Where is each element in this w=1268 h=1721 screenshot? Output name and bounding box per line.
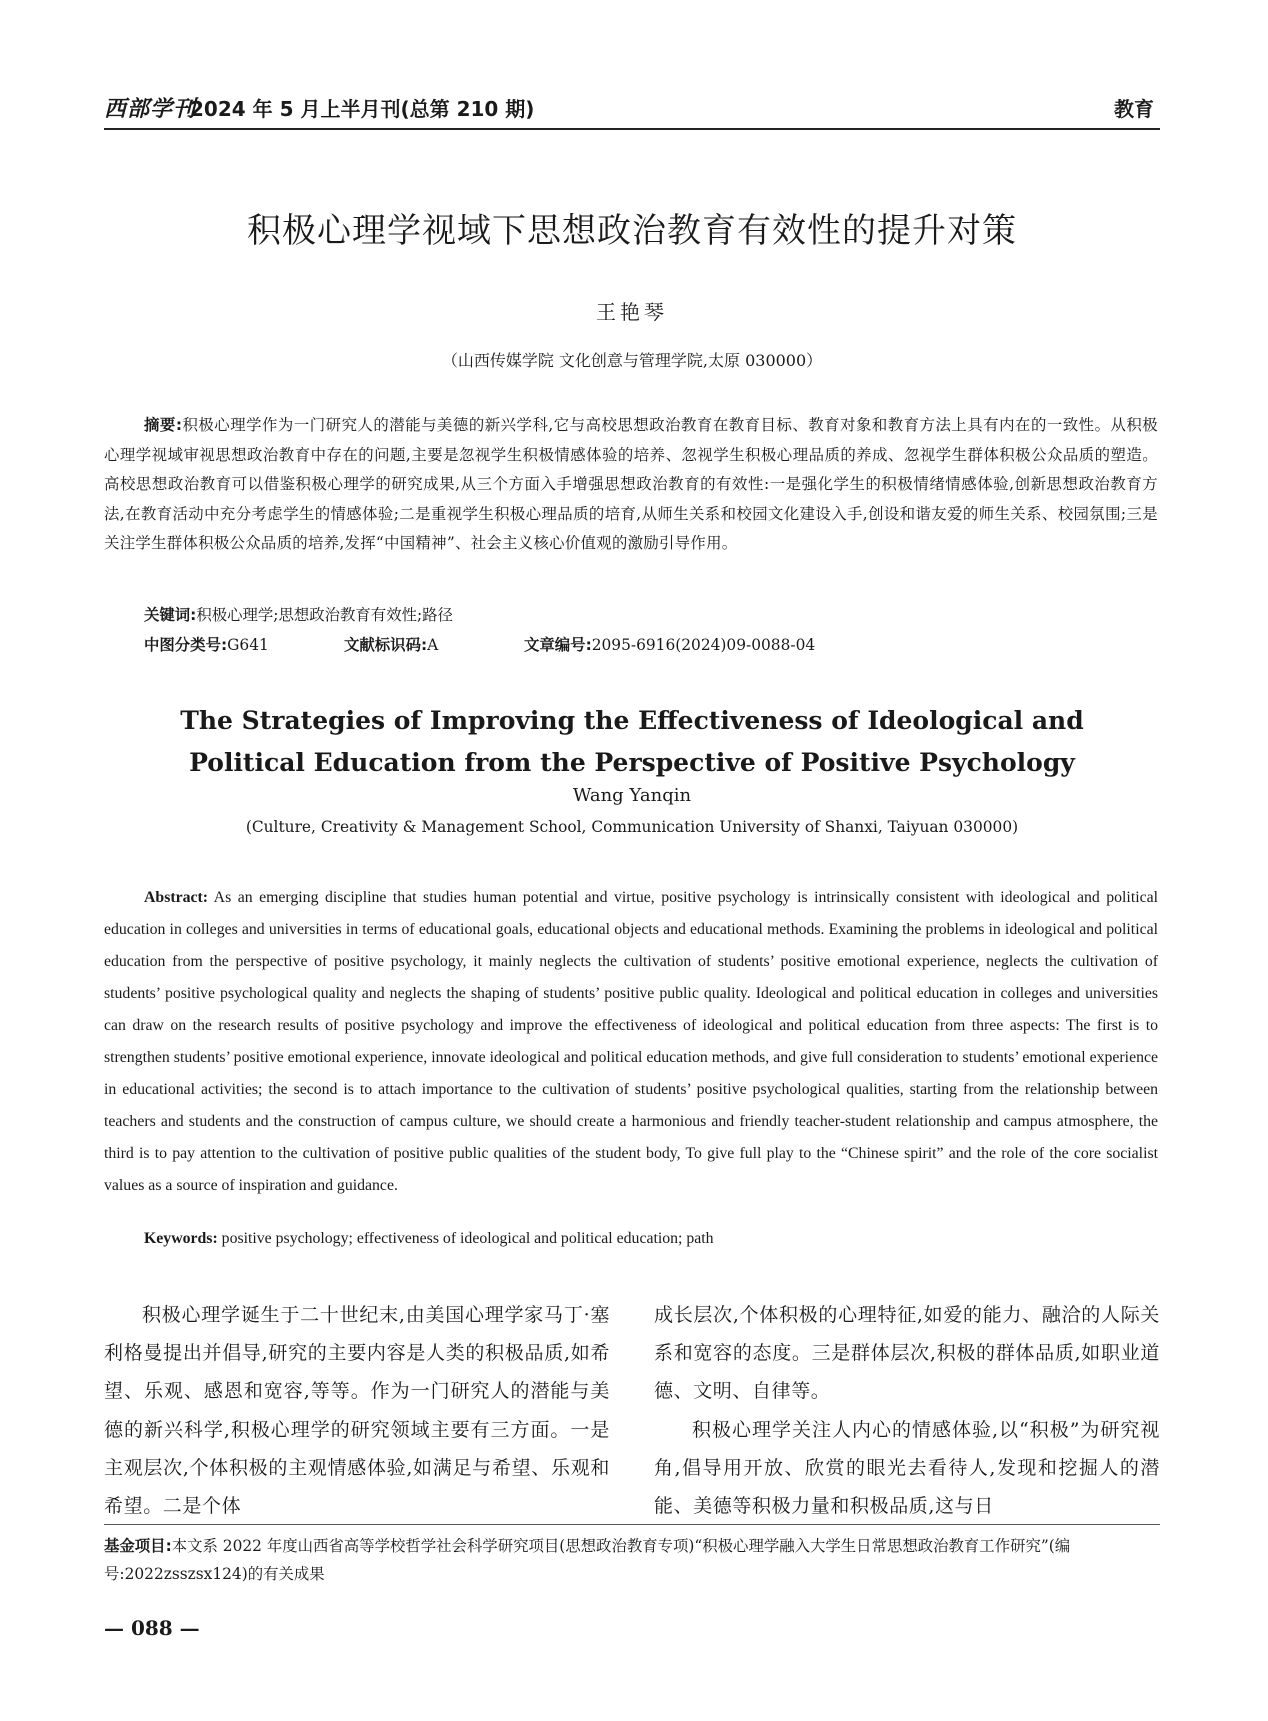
english-title-line-1: The Strategies of Improving the Effectiveness of Ideological and [180,706,1084,735]
body-paragraph: 积极心理学诞生于二十世纪末,由美国心理学家马丁·塞利格曼提出并倡导,研究的主要内容是人类的积极品质,如希望、乐观、感恩和宽容,等等。作为一门研究人的潜能与美德的新兴科学,积极心理学的研究领域主要有三方面。一是主观层次,个体积极的主观情感体验,如满足与希望、乐观和希望。二是个体 [104,1304,610,1518]
chinese-abstract-label: 摘要: [144,416,183,434]
page-number: — 088 — [104,1616,200,1640]
journal-logo: 西部学刊 [104,96,197,122]
funding-footnote [104,1532,1160,1588]
clc-number: 中图分类号:G641 [144,636,269,654]
chinese-keywords-label: 关键词: [144,606,197,624]
issue-info: 2024 年 5 月上半月刊(总第 210 期) [190,97,535,121]
chinese-author: 王艳琴 [596,300,668,324]
body-column-right [654,1296,1160,1525]
funding-text: 本文系 2022 年度山西省高等学校哲学社会科学研究项目(思想政治教育专项)“积极心理学融入大学生日常思想政治教育工作研究”(编号:2022zsszsx124)的有关成果 [104,1537,1071,1583]
classification-line [144,633,1144,655]
chinese-title: 积极心理学视域下思想政治教育有效性的提升对策 [247,211,1017,251]
english-abstract-label: Abstract: [144,889,209,906]
chinese-keywords [144,603,453,625]
chinese-abstract-text: 积极心理学作为一门研究人的潜能与美德的新兴学科,它与高校思想政治教育在教育目标、教育对象和教育方法上具有内在的一致性。从积极心理学视域审视思想政治教育中存在的问题,主要是忽视学生积极情感体验的培养、忽视学生积极心理品质的养成、忽视学生群体积极公众品质的塑造。高校思想政治教育可以借鉴积极心理学的研究成果,从三个方面入手增强思想政治教育的有效性:一是强化学生的积极情绪情感体验,创新思想政治教育方法,在教育活动中充分考虑学生的情感体验;二是重视学生积极心理品质的培育,从师生关系和校园文化建设入手,创设和谐友爱的师生关系、校园氛围;三是关注学生群体积极公众品质的培养,发挥“中国精神”、社会主义核心价值观的激励引导作用。 [104,416,1158,552]
chinese-affiliation: （山西传媒学院 文化创意与管理学院,太原 030000） [441,351,823,370]
body-paragraph: 成长层次,个体积极的心理特征,如爱的能力、融洽的人际关系和宽容的态度。三是群体层次,积极的群体品质,如职业道德、文明、自律等。 [654,1304,1160,1403]
english-title-line-2: Political Education from the Perspective of Positive Psychology [189,748,1075,777]
english-affiliation: (Culture, Creativity & Management School, Communication University of Shanxi, Taiyuan 030000) [245,818,1019,836]
document-code: 文献标识码:A [344,636,439,654]
english-title [104,700,1160,784]
footnote-divider [104,1524,1160,1525]
chinese-abstract [104,411,1158,559]
chinese-keywords-text: 积极心理学;思想政治教育有效性;路径 [196,606,453,624]
body-paragraph: 积极心理学关注人内心的情感体验,以“积极”为研究视角,倡导用开放、欣赏的眼光去看待人,发现和挖掘人的潜能、美德等积极力量和积极品质,这与日 [654,1418,1160,1518]
section-name: 教育 [1114,97,1154,121]
running-header [104,88,1160,130]
english-abstract-text: As an emerging discipline that studies human potential and virtue, positive psychology is intrinsically consistent with ideological and political education in colleges and universities in terms of educational goals, educational objects and educational methods. Examining the problems in ideological and political education from the perspective of positive psychology, it mainly neglects the cultivation of students’ positive emotional experience, neglects the cultivation of students’ positive psychological quality and neglects the shaping of students’ positive public quality. Ideological and political education in colleges and universities can draw on the research results of positive psychology and improve the effectiveness of ideological and political education from three aspects: The first is to strengthen students’ positive emotional experience, innovate ideological and political education methods, and give full consideration to students’ emotional experience in educational activities; the second is to attach importance to the cultivation of students’ positive psychological qualities, starting from the relationship between teachers and students and the construction of campus culture, we should create a harmonious and friendly teacher-student relationship and campus atmosphere, the third is to pay attention to the cultivation of positive public qualities of the student body, To give full play to the “Chinese spirit” and the role of the core socialist values as a source of inspiration and guidance. [104,889,1159,1194]
article-number: 文章编号:2095-6916(2024)09-0088-04 [524,636,816,654]
english-author: Wang Yanqin [572,785,692,806]
body-column-left [104,1296,610,1525]
english-keywords-text: positive psychology; effectiveness of ideological and political education; path [221,1230,714,1247]
english-keywords-label: Keywords: [144,1230,218,1247]
english-abstract [104,882,1158,1202]
funding-label: 基金项目: [104,1537,172,1555]
english-keywords [144,1230,714,1248]
